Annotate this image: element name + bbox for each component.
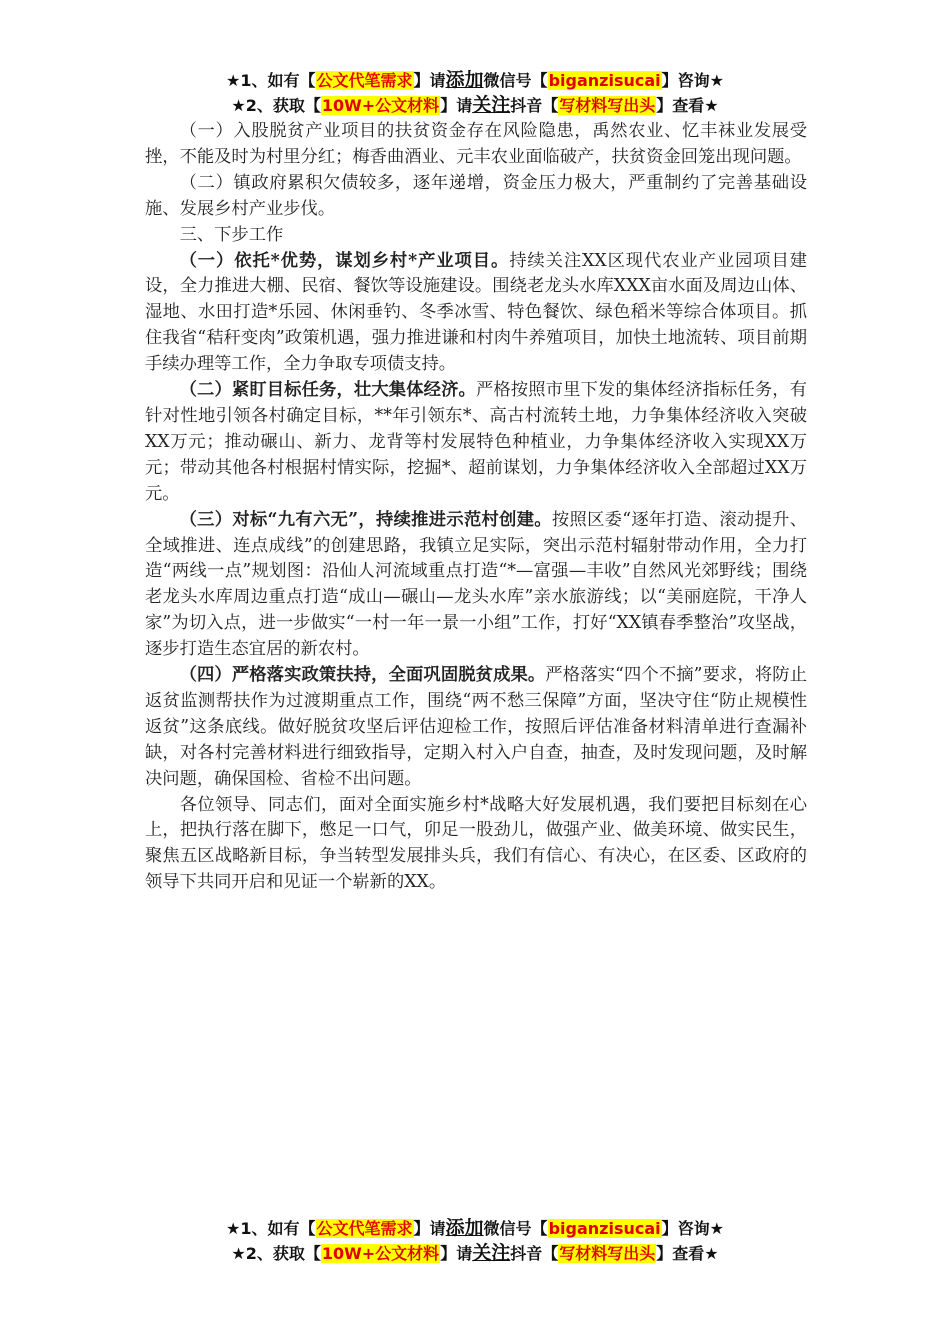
promo-wechat-id: biganzisucai xyxy=(548,71,661,90)
promo-emphasis: 添加 xyxy=(445,69,484,91)
paragraph-industry-projects xyxy=(145,249,807,379)
promo-highlight: 公文代笔需求 xyxy=(316,1219,413,1238)
promo-highlight: 公文代笔需求 xyxy=(316,71,413,90)
promo-line-1 xyxy=(0,1216,950,1241)
promo-emphasis: 关注 xyxy=(472,1242,511,1264)
promo-text: ★1、如有【 xyxy=(226,1219,316,1238)
promo-text: ★1、如有【 xyxy=(226,71,316,90)
promo-emphasis: 关注 xyxy=(472,94,511,116)
promo-text: 】请 xyxy=(413,71,446,90)
promo-text: ★2、获取【 xyxy=(231,96,321,115)
paragraph-text: 严格落实“四个不摘”要求，将防止返贫监测帮扶作为过渡期重点工作，围绕“两不愁三保障”方面，坚决守住“防止规模性返贫”这条底线。做好脱贫攻坚后评估迎检工作，按照后评估准备材料清单进行查漏补缺，对各村完善材料进行细致指导，定期入村入户自查，抽查，及时发现问题，及时解决问题，确保国检、省检不出问题。 xyxy=(145,665,807,789)
promo-emphasis: 添加 xyxy=(445,1217,484,1239)
promo-text: 抖音【 xyxy=(510,1244,559,1263)
document-body xyxy=(145,119,807,896)
promo-line-2 xyxy=(0,93,950,118)
promo-wechat-id: biganzisucai xyxy=(548,1219,661,1238)
paragraph-poverty-policy xyxy=(145,663,807,793)
promo-line-1 xyxy=(0,68,950,93)
paragraph-demo-villages xyxy=(145,508,807,663)
promo-text: 】请 xyxy=(440,96,473,115)
promo-text: 】咨询★ xyxy=(661,71,724,90)
paragraph-closing: 各位领导、同志们，面对全面实施乡村*战略大好发展机遇，我们要把目标刻在心上，把执行落在脚下，憋足一口气，卯足一股劲儿，做强产业、做美环境、做实民生，聚焦五区战略新目标，争当转型发展排头兵，我们有信心、有决心，在区委、区政府的领导下共同开启和见证一个崭新的XX。 xyxy=(145,794,807,893)
promo-text: 】请 xyxy=(440,1244,473,1263)
promo-text: 微信号【 xyxy=(483,71,548,90)
paragraph-text: 严格按照市里下发的集体经济指标任务，有针对性地引领各村确定目标，**年引领东*、高古村流转土地，力争集体经济收入突破XX万元；推动碾山、新力、龙背等村发展特色种植业，力争集体经济收入实现XX万元；带动其他各村根据村情实际，挖掘*、超前谋划，力争集体经济收入全部超过XX万元。 xyxy=(145,380,807,504)
promo-line-2 xyxy=(0,1241,950,1266)
paragraph-lead: （四）严格落实政策扶持，全面巩固脱贫成果。 xyxy=(179,665,546,686)
promo-douyin-account: 写材料写出头 xyxy=(559,96,656,115)
paragraph-lead: （二）紧盯目标任务，壮大集体经济。 xyxy=(179,380,476,401)
paragraph-text: 持续关注XX区现代农业产业园项目建设，全力推进大棚、民宿、餐饮等设施建设。围绕老龙头水库XXX亩水面及周边山体、湿地、水田打造*乐园、休闲垂钓、冬季冰雪、特色餐饮、绿色稻米等综合体项目。抓住我省“秸秆变肉”政策机遇，强力推进谦和村肉牛养殖项目，加快土地流转、项目前期手续办理等工作，全力争取专项债支持。 xyxy=(145,250,808,375)
paragraph-collective-economy xyxy=(145,378,807,508)
promo-text: 】请 xyxy=(413,1219,446,1238)
promo-text: ★2、获取【 xyxy=(231,1244,321,1263)
promo-text: 】咨询★ xyxy=(661,1219,724,1238)
promo-text: 抖音【 xyxy=(510,96,559,115)
promo-highlight: 10W+公文材料 xyxy=(321,96,440,115)
promo-text: 微信号【 xyxy=(483,1219,548,1238)
promo-highlight: 10W+公文材料 xyxy=(321,1244,440,1263)
promo-douyin-account: 写材料写出头 xyxy=(559,1244,656,1263)
promo-text: 】查看★ xyxy=(656,1244,719,1263)
paragraph-lead: （一）依托*优势，谋划乡村*产业项目。 xyxy=(179,250,510,271)
paragraph-text: 按照区委“逐年打造、滚动提升、全域推进、连点成线”的创建思路，我镇立足实际，突出示范村辐射带动作用，全力打造“两线一点”规划图：沿仙人河流域重点打造“*—富强—丰收”自然风光郊野线；围绕老龙头水库周边重点打造“成山—碾山—龙头水库”亲水旅游线；以“美丽庭院，干净人家”为切入点，进一步做实“一村一年一景一小组”工作，打好“XX镇春季整治”攻坚战，逐步打造生态宜居的新农村。 xyxy=(145,509,807,660)
paragraph-lead: （三）对标“九有六无”，持续推进示范村创建。 xyxy=(179,509,552,530)
paragraph-town-debt: （二）镇政府累积欠债较多，逐年递增，资金压力极大，严重制约了完善基础设施、发展乡村产业步伐。 xyxy=(145,172,807,219)
section-heading-next-steps: 三、下步工作 xyxy=(179,224,284,245)
paragraph-risk-funds: （一）入股脱贫产业项目的扶贫资金存在风险隐患，禹然农业、忆丰袜业发展受挫，不能及时为村里分红；梅香曲酒业、元丰农业面临破产，扶贫资金回笼出现问题。 xyxy=(145,121,807,167)
promo-text: 】查看★ xyxy=(656,96,719,115)
promo-banner-bottom xyxy=(0,1216,950,1266)
promo-banner-top xyxy=(0,68,950,118)
